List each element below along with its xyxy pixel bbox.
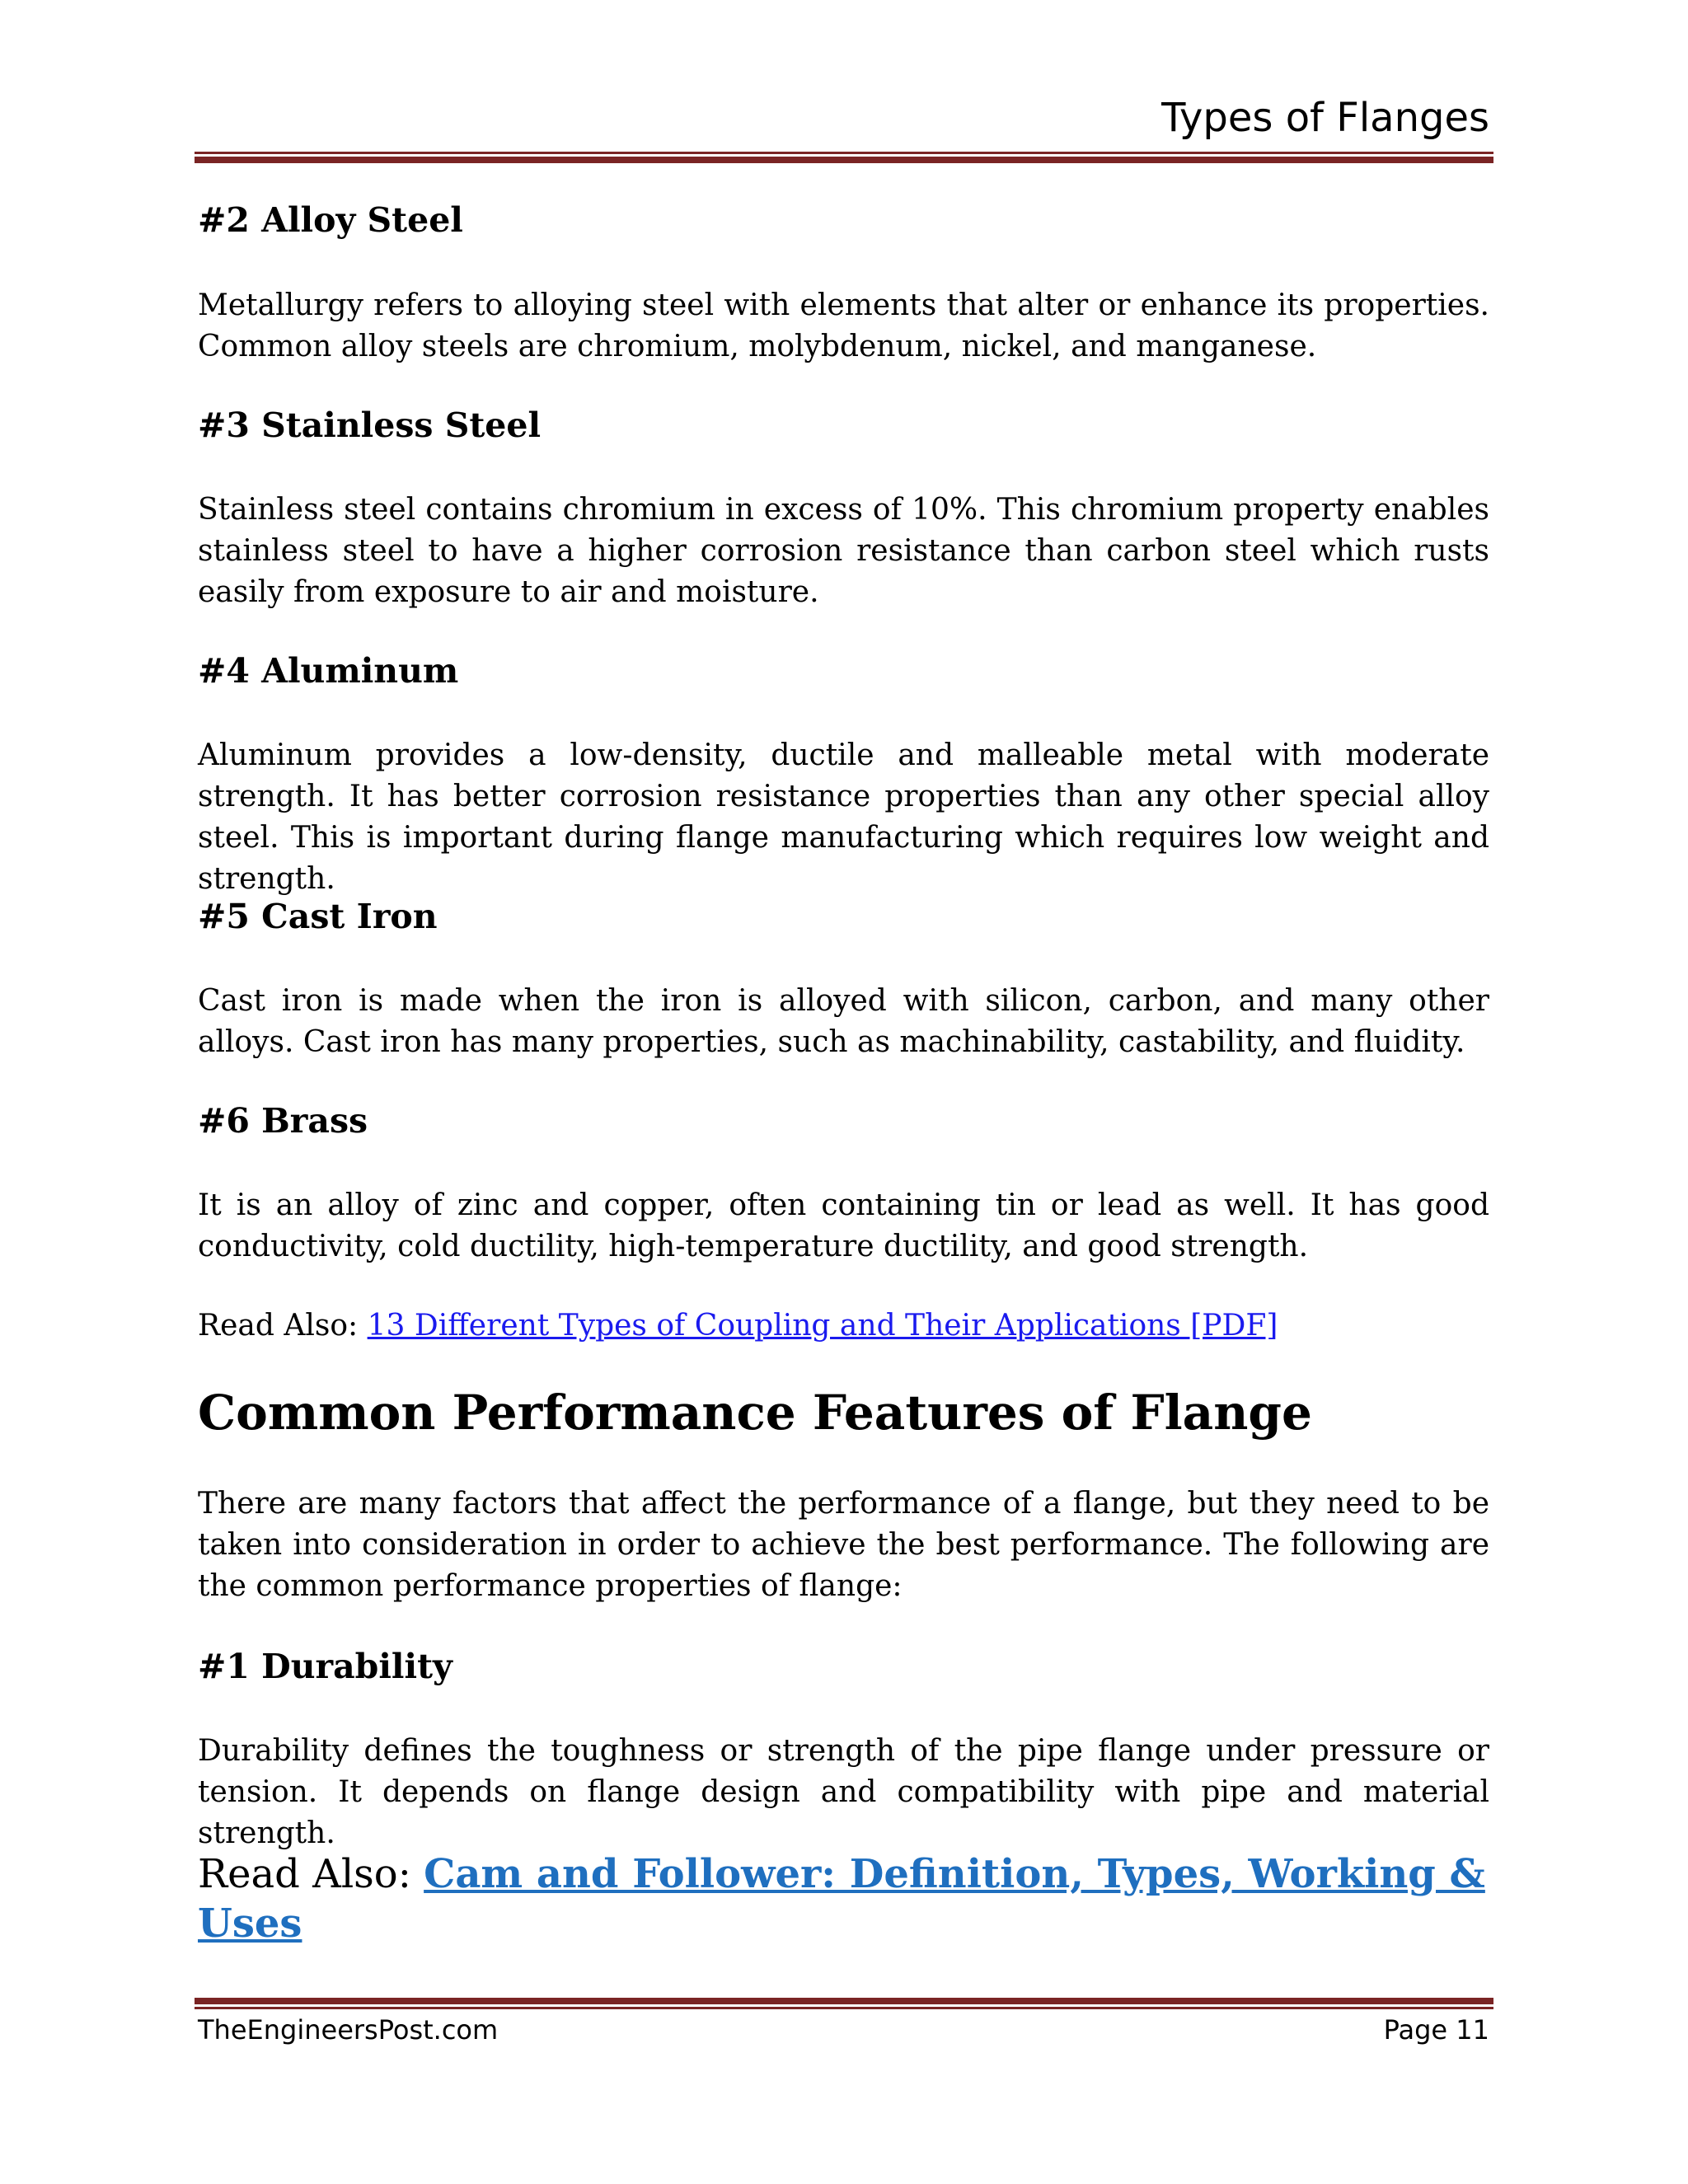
section-body-durability: Durability defines the toughness or strength of the pipe flange under pressure or tension. It depends on flange design and compatibility with pipe and material strength. <box>198 1734 1489 1850</box>
section-body-alloy-steel: Metallurgy refers to alloying steel with elements that alter or enhance its properties. Common alloy steels are chromium, molybdenum, nickel, and manganese. <box>198 288 1489 363</box>
section-heading-cast-iron: #5 Cast Iron <box>198 897 438 936</box>
read-also-coupling <box>198 1305 1489 1347</box>
section-heading-brass: #6 Brass <box>198 1101 368 1141</box>
footer-rule-thin <box>195 2007 1493 2009</box>
read-also-cam-follower <box>198 1849 1489 1948</box>
cam-follower-article-link[interactable]: Cam and Follower: Definition, Types, Working & Uses <box>198 1851 1485 1947</box>
running-header-title: Types of Flanges <box>1161 95 1489 141</box>
read-also-prefix-large: Read Also: <box>198 1851 424 1897</box>
section-body-stainless-steel: Stainless steel contains chromium in excess of 10%. This chromium property enables stainless steel to have a higher corrosion resistance than carbon steel which rusts easily from exposure to air and moisture. <box>198 493 1489 609</box>
header-rule-thick <box>195 157 1493 163</box>
section-body-aluminum: Aluminum provides a low-density, ductile and malleable metal with moderate strength. It has better corrosion resistance properties than any other special alloy steel. This is important during flange manufacturing which requires low weight and strength. <box>198 738 1489 896</box>
main-heading: Common Performance Features of Flange <box>198 1385 1312 1441</box>
section-heading-aluminum: #4 Aluminum <box>198 651 459 691</box>
coupling-article-link[interactable]: 13 Different Types of Coupling and Their Applications [PDF] <box>367 1309 1278 1343</box>
read-also-prefix: Read Also: <box>198 1309 368 1343</box>
section-heading-stainless-steel: #3 Stainless Steel <box>198 405 542 445</box>
footer-rule-thick <box>195 1998 1493 2004</box>
section-body-cast-iron: Cast iron is made when the iron is alloyed with silicon, carbon, and many other alloys. Cast iron has many properties, such as machinability, castability, and fluidity. <box>198 984 1489 1059</box>
section-heading-durability: #1 Durability <box>198 1647 452 1686</box>
header-rule-thin <box>195 152 1493 154</box>
footer-site-name: TheEngineersPost.com <box>198 2014 499 2046</box>
section-body-brass: It is an alloy of zinc and copper, often containing tin or lead as well. It has good conductivity, cold ductility, high-temperature ductility, and good strength. <box>198 1188 1489 1263</box>
intro-paragraph: There are many factors that affect the performance of a flange, but they need to be taken into consideration in order to achieve the best performance. The following are the common performance properties of flange: <box>198 1487 1489 1603</box>
footer-page-number: Page 11 <box>1383 2014 1489 2046</box>
section-heading-alloy-steel: #2 Alloy Steel <box>198 200 463 240</box>
